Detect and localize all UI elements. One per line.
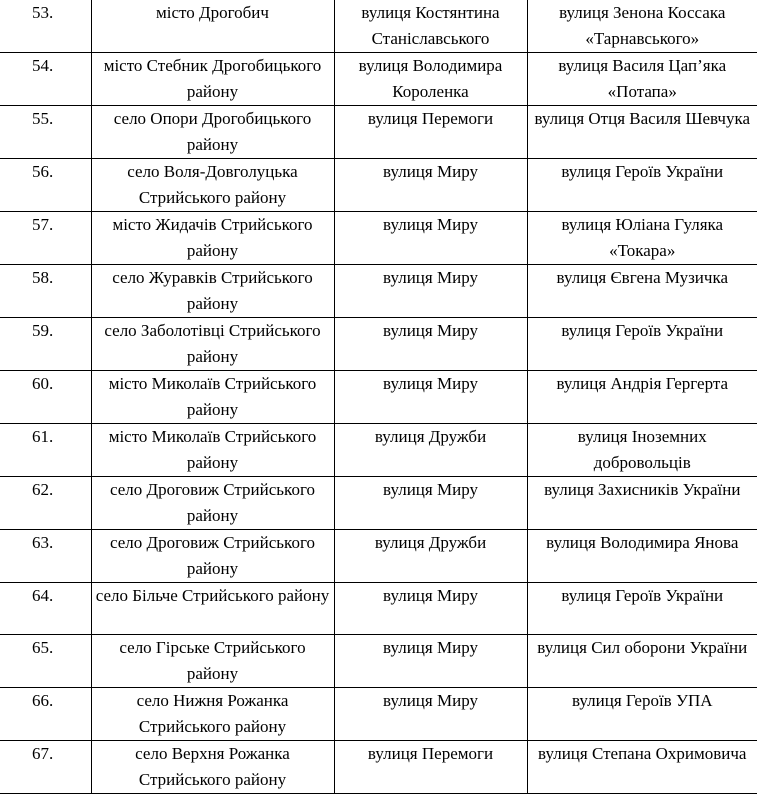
settlement-cell: місто Стебник Дрогобицького району [91, 53, 334, 106]
old-street-name-cell: вулиця Миру [334, 265, 527, 318]
table-row [0, 159, 757, 212]
table-row [0, 0, 757, 53]
table-row [0, 583, 757, 635]
settlement-cell: село Нижня Рожанка Стрийського району [91, 688, 334, 741]
table-row [0, 424, 757, 477]
settlement-cell: село Журавків Стрийського району [91, 265, 334, 318]
row-number: 55. [0, 106, 91, 159]
old-street-name-cell: вулиця Миру [334, 583, 527, 635]
new-street-name-cell: вулиця Зенона Коссака «Тарнавського» [527, 0, 757, 53]
table-row [0, 530, 757, 583]
old-street-name-cell: вулиця Миру [334, 212, 527, 265]
settlement-cell: село Дроговиж Стрийського району [91, 477, 334, 530]
new-street-name-cell: вулиця Отця Василя Шевчука [527, 106, 757, 159]
settlement-cell: село Воля-Довголуцька Стрийського району [91, 159, 334, 212]
old-street-name-cell: вулиця Костянтина Станіславського [334, 0, 527, 53]
table-row [0, 688, 757, 741]
new-street-name-cell: вулиця Сил оборони України [527, 635, 757, 688]
old-street-name-cell: вулиця Дружби [334, 530, 527, 583]
settlement-cell: місто Миколаїв Стрийського району [91, 371, 334, 424]
row-number: 53. [0, 0, 91, 53]
settlement-cell: село Заболотівці Стрийського району [91, 318, 334, 371]
old-street-name-cell: вулиця Миру [334, 371, 527, 424]
table-row [0, 212, 757, 265]
settlement-cell: село Дроговиж Стрийського району [91, 530, 334, 583]
new-street-name-cell: вулиця Василя Цап’яка «Потапа» [527, 53, 757, 106]
table-row [0, 635, 757, 688]
new-street-name-cell: вулиця Героїв УПА [527, 688, 757, 741]
table-row [0, 53, 757, 106]
table-row [0, 741, 757, 794]
new-street-name-cell: вулиця Іноземних добровольців [527, 424, 757, 477]
settlement-cell: село Верхня Рожанка Стрийського району [91, 741, 334, 794]
old-street-name-cell: вулиця Миру [334, 477, 527, 530]
new-street-name-cell: вулиця Володимира Янова [527, 530, 757, 583]
row-number: 58. [0, 265, 91, 318]
row-number: 63. [0, 530, 91, 583]
row-number: 54. [0, 53, 91, 106]
table-row [0, 106, 757, 159]
old-street-name-cell: вулиця Миру [334, 318, 527, 371]
new-street-name-cell: вулиця Юліана Гуляка «Токара» [527, 212, 757, 265]
new-street-name-cell: вулиця Євгена Музичка [527, 265, 757, 318]
table-row [0, 477, 757, 530]
table-row [0, 265, 757, 318]
settlement-cell: місто Дрогобич [91, 0, 334, 53]
old-street-name-cell: вулиця Миру [334, 635, 527, 688]
row-number: 59. [0, 318, 91, 371]
old-street-name-cell: вулиця Миру [334, 159, 527, 212]
row-number: 62. [0, 477, 91, 530]
settlement-cell: місто Жидачів Стрийського району [91, 212, 334, 265]
old-street-name-cell: вулиця Володимира Короленка [334, 53, 527, 106]
new-street-name-cell: вулиця Андрія Гергерта [527, 371, 757, 424]
settlement-cell: село Гірське Стрийського району [91, 635, 334, 688]
old-street-name-cell: вулиця Перемоги [334, 106, 527, 159]
new-street-name-cell: вулиця Героїв України [527, 318, 757, 371]
row-number: 56. [0, 159, 91, 212]
old-street-name-cell: вулиця Перемоги [334, 741, 527, 794]
new-street-name-cell: вулиця Степана Охримовича [527, 741, 757, 794]
new-street-name-cell: вулиця Героїв України [527, 159, 757, 212]
row-number: 65. [0, 635, 91, 688]
row-number: 60. [0, 371, 91, 424]
new-street-name-cell: вулиця Героїв України [527, 583, 757, 635]
table-row [0, 318, 757, 371]
row-number: 67. [0, 741, 91, 794]
settlement-cell: село Опори Дрогобицького району [91, 106, 334, 159]
row-number: 61. [0, 424, 91, 477]
old-street-name-cell: вулиця Дружби [334, 424, 527, 477]
row-number: 64. [0, 583, 91, 635]
table-row [0, 371, 757, 424]
settlement-cell: місто Миколаїв Стрийського району [91, 424, 334, 477]
new-street-name-cell: вулиця Захисників України [527, 477, 757, 530]
row-number: 66. [0, 688, 91, 741]
row-number: 57. [0, 212, 91, 265]
old-street-name-cell: вулиця Миру [334, 688, 527, 741]
settlement-cell: село Більче Стрийського району [91, 583, 334, 635]
